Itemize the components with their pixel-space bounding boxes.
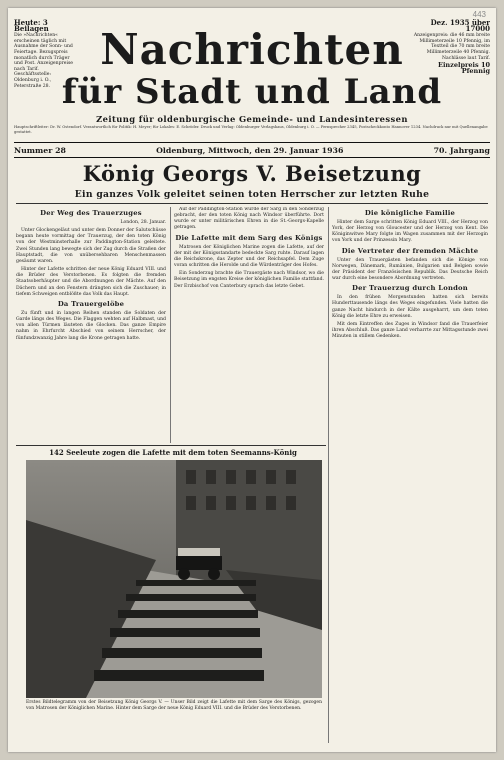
article-column-2 bbox=[174, 207, 324, 443]
article-paragraph: Hinter der Lafette schritten der neue König Eduard VIII. und die Brüder des Verstorbenen. Es folgten die fremden Staatsoberhäupter und die Abordnungen der Mächte. Auf den Dächern und an den Fenstern drängten sich die Zuschauer; in tiefem Schweigen entblößte das Volk das Haupt. bbox=[16, 267, 166, 297]
newspaper-page bbox=[8, 8, 496, 752]
photo-image bbox=[26, 460, 322, 698]
headline-deck: Ein ganzes Volk geleitet seinen toten Herrscher zur letzten Ruhe bbox=[74, 189, 430, 200]
section-heading: Die Vertreter der fremden Mächte bbox=[341, 246, 479, 255]
section-heading: Der Trauerzug durch London bbox=[352, 284, 468, 293]
article-paragraph: Matrosen der Königlichen Marine zogen die Lafette, auf der der mit der Königsstandarte bedeckte Sarg ruhte. Darauf lagen die Reichskrone, das Zepter und der Reichsapfel. Dem Zuge voran schritten die Herolde und die Würdenträger des Hofes. bbox=[174, 244, 324, 269]
issue-date: Oldenburg, Mittwoch, den 29. Januar 1936 bbox=[156, 145, 344, 155]
column-rule bbox=[328, 207, 329, 743]
masthead-title-line2: für Stadt und Land bbox=[61, 72, 443, 112]
section-heading: Da Trauergelöbe bbox=[57, 299, 125, 308]
section-heading: Die Lafette mit dem Sarg des Königs bbox=[175, 233, 323, 242]
article-paragraph: Ein Sonderzug brachte die Trauergäste nach Windsor, wo die Beisetzung im engsten Kreise der königlichen Familie stattfand. Der Erzbischof von Canterbury sprach das letzte Gebet. bbox=[174, 271, 324, 289]
photo-top-rule bbox=[16, 445, 326, 446]
right-info-text: Anzeigenpreis: die 46 mm breite Millimeterzeile 10 Pfennig, im Textteil die 70 mm breite Millimeterzeile 40 Pfennig. Nachlässe laut Tarif. bbox=[413, 33, 490, 61]
section-heading: Der Weg des Trauerzuges bbox=[40, 209, 142, 217]
article-paragraph: Hinter dem Sarge schritten König Eduard VIII., der Herzog von York, der Herzog von Gloucester und der Herzog von Kent. Die Königinwitwe Mary folgte im Wagen zusammen mit der Herzogin von York und der Prinzessin Mary. bbox=[332, 220, 488, 244]
circulation-note: Dez. 1935 über 17000 bbox=[430, 18, 490, 33]
photo-headline: 142 Seeleute zogen die Lafette mit dem toten Seemanns-König bbox=[49, 448, 297, 457]
masthead-subtitle: Zeitung für oldenburgische Gemeinde- und Landesinteressen bbox=[96, 114, 408, 124]
impressum: Hauptschriftleiter: Dr. W. Ostendorf. Verantwortlich für Politik: H. Meyer; für Lokales: E. Schröder. Druck und Verlag: Oldenburger Verlagshaus, Oldenburg i. O. — Fernsprecher 2345, Postscheckkonto Hannover 1234. Nachdruck nur mit Quellenangabe gestattet. bbox=[14, 125, 488, 134]
article-paragraph: In den frühen Morgenstunden hatten sich bereits Hunderttausende längs des Weges eingefunden. Viele hatten die ganze Nacht hindurch in der Kälte ausgeharrt, um dem toten König die letzte Ehre zu erweisen. bbox=[332, 295, 488, 319]
article-paragraph: Mit dem Eintreffen des Zuges in Windsor fand die Trauerfeier ihren Abschluß. Das ganze Land verharrte zur Mittagsstunde zwei Minuten in stillem Gedenken. bbox=[332, 321, 488, 340]
photo-caption: Erstes Bildtelegramm von der Beisetzung König Georgs V. — Unser Bild zeigt die Lafette mit dem Sarge des Königs, gezogen von Matrosen der Königlichen Marine. Hinter dem Sarge der neue König Eduard VIII. und die Brüder des Verstorbenen. bbox=[26, 700, 322, 711]
section-heading: Die königliche Familie bbox=[364, 209, 456, 217]
page-number: 443 bbox=[472, 10, 486, 19]
article-column-3 bbox=[332, 207, 488, 743]
article-column-1 bbox=[16, 207, 166, 443]
issue-number: Nummer 28 bbox=[14, 145, 66, 155]
article-paragraph: Auf der Paddington-Station wurde der Sarg in den Sonderzug gebracht, der den toten König nach Windsor überführte. Dort wurde er unter militärischen Ehren in die St.-Georgs-Kapelle getragen. bbox=[174, 207, 324, 231]
article-paragraph: Unter Glockengeläut und unter dem Donner der Salutschüsse begann heute vormittag der Trauerzug, der den toten König von der Westminsterhalle zur Paddington-Station geleitete. Zwei Stunden lang bewegte sich der Zug durch die Straßen der Hauptstadt, die von unübersehbaren Menschenmassen gesäumt waren. bbox=[16, 228, 166, 264]
column-rule bbox=[170, 207, 171, 443]
volume-year: 70. Jahrgang bbox=[433, 145, 490, 155]
funeral-procession-photo bbox=[26, 460, 322, 698]
left-info-text: Die »Nachrichten« erscheinen täglich mit Ausnahme der Sonn- und Feiertage. Bezugspreis monatlich durch Träger und Post. Anzeigenpreise nach Tarif. Geschäftsstelle: Oldenburg i. O., Peterstraße 28. bbox=[14, 33, 74, 89]
article-paragraph: Zu fünft und in langen Reihen standen die Soldaten der Garde längs des Weges. Die Flaggen wehten auf Halbmast, und von allen Türmen läuteten die Glocken. Das ganze Empire nahm in Ehrfurcht Abschied von seinem Herrscher, der fünfundzwanzig Jahre lang die Krone getragen hatte. bbox=[16, 310, 166, 341]
single-price: Einzelpreis 10 Pfennig bbox=[438, 61, 490, 75]
masthead-title-line1: Nachrichten bbox=[100, 25, 404, 74]
main-headline: König Georgs V. Beisetzung bbox=[82, 161, 422, 186]
beilagen-note: Heute: 3 Beilagen bbox=[14, 18, 49, 33]
article-dateline: London, 28. Januar. bbox=[120, 220, 166, 225]
article-paragraph: Unter den Trauergästen befanden sich die Könige von Norwegen, Dänemark, Rumänien, Bulgarien und Belgien sowie der Präsident der Französischen Republik. Das Deutsche Reich war durch eine besondere Abordnung vertreten. bbox=[332, 257, 488, 282]
dateline-bar bbox=[14, 142, 490, 158]
deck-rule bbox=[16, 203, 488, 204]
